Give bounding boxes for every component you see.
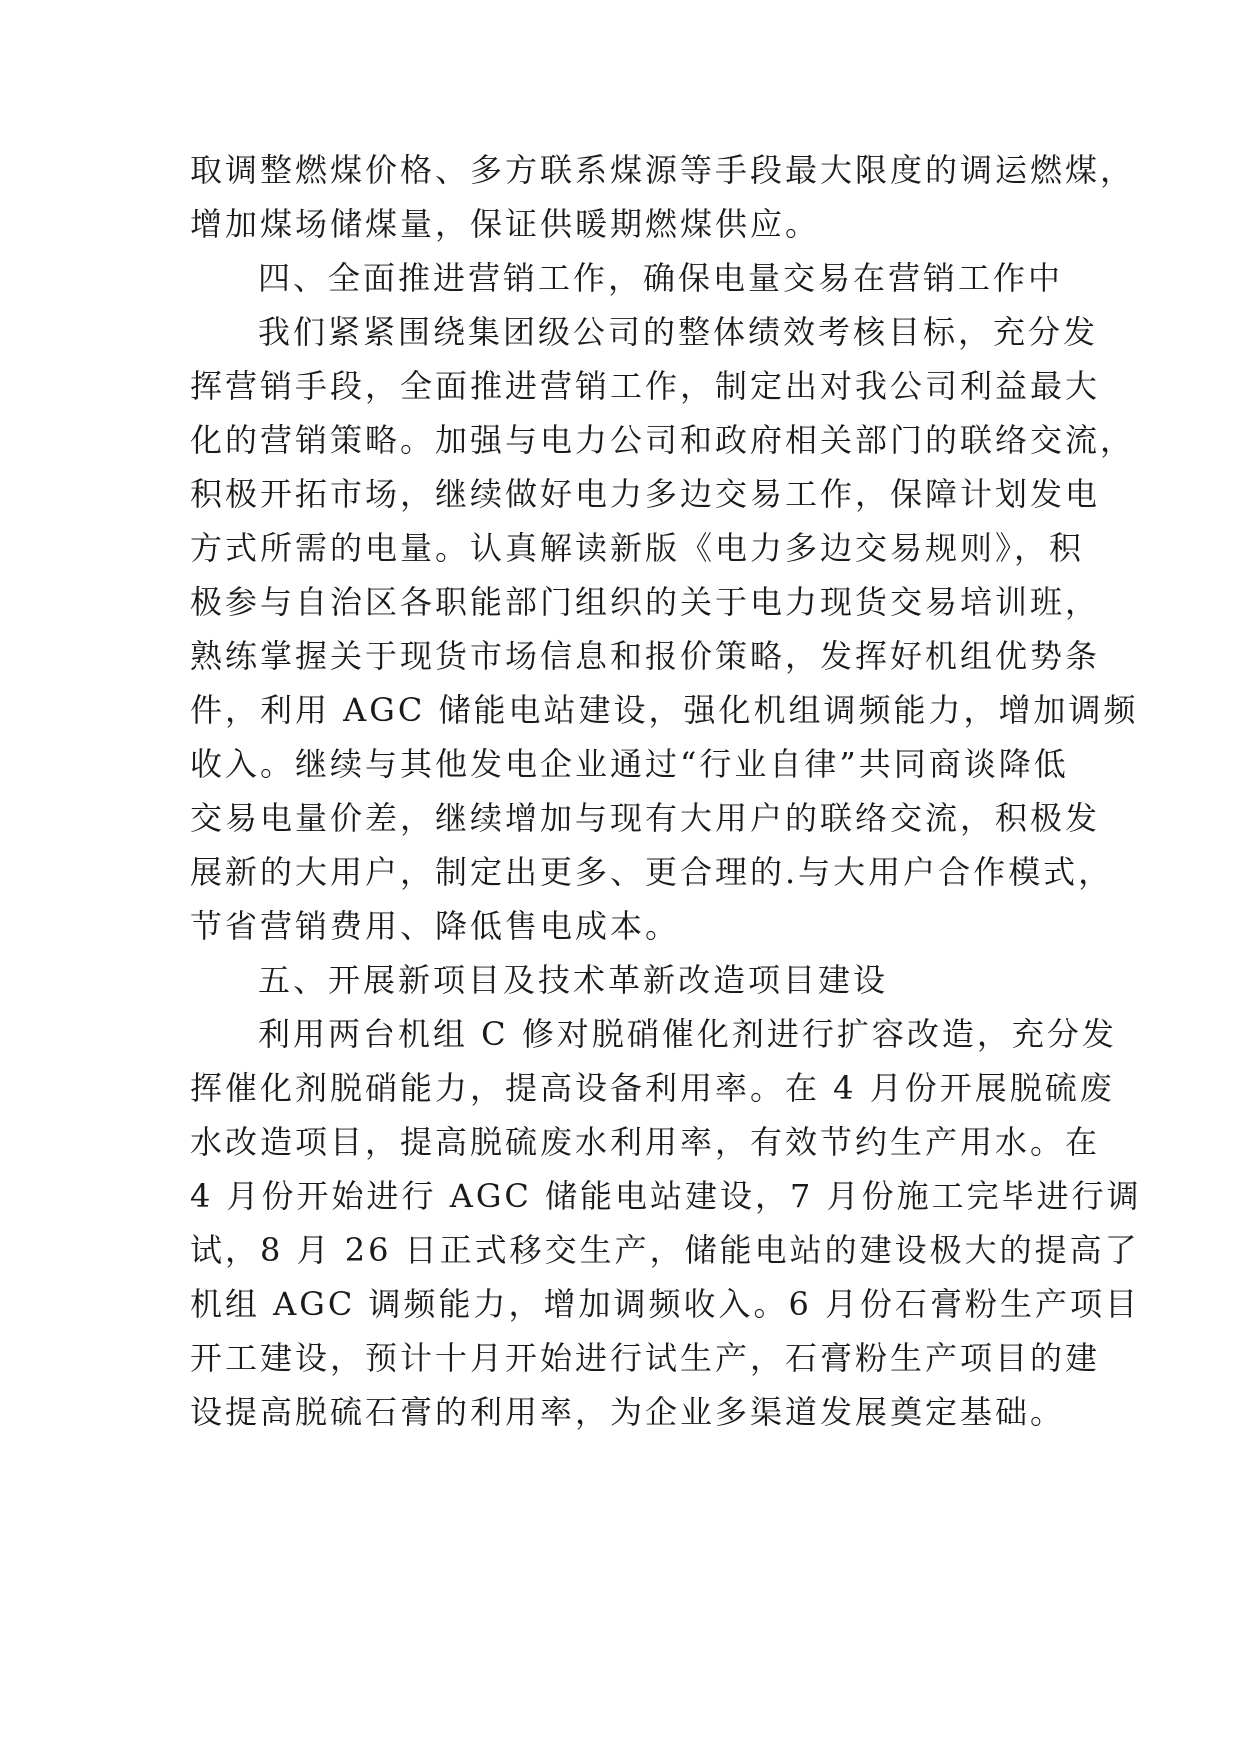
text-line: 增加煤场储煤量，保证供暖期燃煤供应。 <box>190 205 821 243</box>
text-line: 挥催化剂脱硝能力，提高设备利用率。在 4 月份开展脱硫废 <box>190 1069 1115 1107</box>
text-line: 挥营销手段，全面推进营销工作，制定出对我公司利益最大 <box>190 367 1101 405</box>
text-line: 化的营销策略。加强与电力公司和政府相关部门的联络交流， <box>190 421 1136 459</box>
text-line: 展新的大用户，制定出更多、更合理的.与大用户合作模式， <box>190 853 1114 891</box>
section-heading-4: 四、全面推进营销工作，确保电量交易在营销工作中 <box>258 259 1064 297</box>
text-line: 方式所需的电量。认真解读新版《电力多边交易规则》，积 <box>190 529 1085 567</box>
text-line: 利用两台机组 C 修对脱硝催化剂进行扩容改造，充分发 <box>258 1015 1117 1053</box>
text-line: 我们紧紧围绕集团级公司的整体绩效考核目标，充分发 <box>258 313 1099 351</box>
text-line: 水改造项目，提高脱硫废水利用率，有效节约生产用水。在 <box>190 1123 1101 1161</box>
text-line: 开工建设，预计十月开始进行试生产，石膏粉生产项目的建 <box>190 1339 1101 1377</box>
text-line: 设提高脱硫石膏的利用率，为企业多渠道发展奠定基础。 <box>190 1393 1066 1431</box>
text-line: 取调整燃煤价格、多方联系煤源等手段最大限度的调运燃煤， <box>190 151 1136 189</box>
text-line: 收入。继续与其他发电企业通过“行业自律”共同商谈降低 <box>190 745 1069 783</box>
document-body <box>190 143 1142 1439</box>
text-line: 交易电量价差，继续增加与现有大用户的联络交流，积极发 <box>190 799 1101 837</box>
text-line: 积极开拓市场，继续做好电力多边交易工作，保障计划发电 <box>190 475 1101 513</box>
text-line: 试，8 月 26 日正式移交生产，储能电站的建设极大的提高了 <box>190 1231 1140 1269</box>
text-line: 件，利用 AGC 储能电站建设，强化机组调频能力，增加调频 <box>190 691 1139 729</box>
text-line: 节省营销费用、降低售电成本。 <box>190 907 681 945</box>
text-line: 熟练掌握关于现货市场信息和报价策略，发挥好机组优势条 <box>190 637 1101 675</box>
text-line: 极参与自治区各职能部门组织的关于电力现货交易培训班， <box>190 583 1101 621</box>
section-heading-5: 五、开展新项目及技术革新改造项目建设 <box>258 961 889 999</box>
text-line: 机组 AGC 调频能力，增加调频收入。6 月份石膏粉生产项目 <box>190 1285 1141 1323</box>
text-line: 4 月份开始进行 AGC 储能电站建设，7 月份施工完毕进行调 <box>190 1177 1142 1215</box>
